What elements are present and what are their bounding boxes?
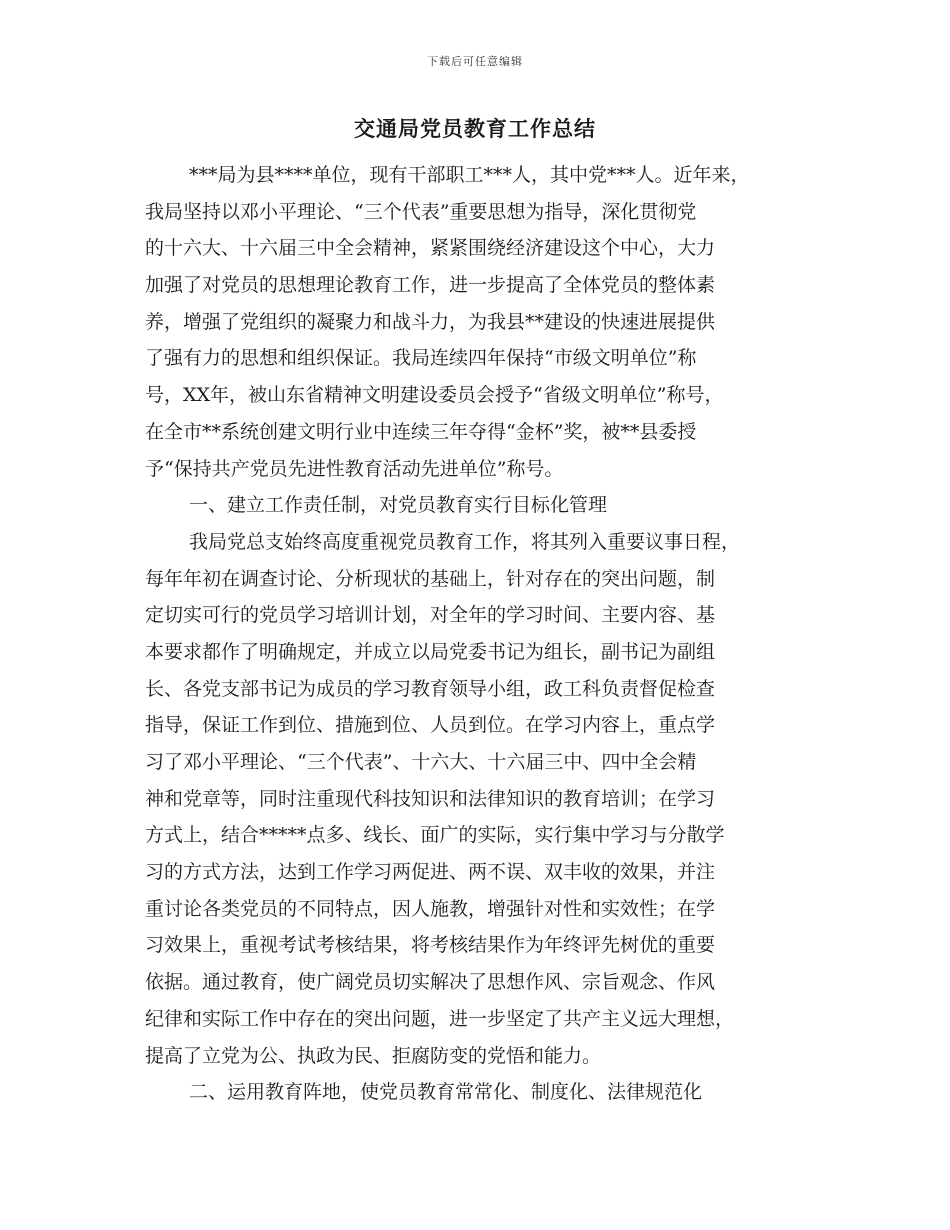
text-line: 我局坚持以邓小平理论、“三个代表”重要思想为指导，深化贯彻党: [145, 200, 697, 223]
text-line: 加强了对党员的思想理论教育工作，进一步提高了全体党员的整体素: [145, 274, 716, 297]
text-line: 的十六大、十六届三中全会精神，紧紧围绕经济建设这个中心，大力: [145, 237, 716, 260]
text-line: 本要求都作了明确规定，并成立以局党委书记为组长，副书记为副组: [145, 640, 716, 663]
text-line: 提高了立党为公、执政为民、拒腐防变的党悟和能力。: [145, 1044, 602, 1067]
text-line: 依据。通过教育，使广阔党员切实解决了思想作风、宗旨观念、作风: [145, 971, 716, 994]
text-line: 指导，保证工作到位、措施到位、人员到位。在学习内容上，重点学: [145, 714, 716, 737]
text-line: 养，增强了党组织的凝聚力和战斗力，为我县**建设的快速进展提供: [145, 310, 716, 333]
text-line: 了强有力的思想和组织保证。我局连续四年保持“市级文明单位”称: [145, 347, 697, 370]
text-line: ***局为县****单位，现有干部职工***人，其中党***人。近年来，: [189, 164, 750, 186]
text-line: 长、各党支部书记为成员的学习教育领导小组，政工科负责督促检查: [145, 677, 716, 700]
text-line: 习了邓小平理论、“三个代表”、十六大、十六届三中、四中全会精: [145, 751, 697, 773]
text-line: 一、建立工作责任制，对党员教育实行目标化管理: [189, 494, 608, 517]
text-line: 号，XX年，被山东省精神文明建设委员会授予“省级文明单位”称号，: [145, 384, 724, 407]
document-title: 交通局党员教育工作总结: [354, 117, 596, 141]
document-body: [145, 157, 825, 1111]
text-line: 每年年初在调查讨论、分析现状的基础上，针对存在的突出问题，制: [145, 567, 716, 590]
text-line: 二、运用教育阵地，使党员教育常常化、制度化、法律规范化: [189, 1081, 703, 1104]
text-line: 予“保持共产党员先进性教育活动先进单位”称号。: [145, 457, 564, 480]
text-line: 习的方式方法，达到工作学习两促进、两不误、双丰收的效果，并注: [145, 861, 716, 884]
text-line: 重讨论各类党员的不同特点，因人施教，增强针对性和实效性；在学: [145, 897, 716, 920]
header-note: 下载后可任意编辑: [427, 55, 523, 68]
text-line: 我局党总支始终高度重视党员教育工作，将其列入重要议事日程，: [189, 530, 741, 553]
text-line: 纪律和实际工作中存在的突出问题，进一步坚定了共产主义远大理想，: [145, 1007, 735, 1030]
text-line: 方式上，结合*****点多、线长、面广的实际，实行集中学习与分散学: [145, 824, 725, 847]
text-line: 习效果上，重视考试考核结果，将考核结果作为年终评先树优的重要: [145, 934, 716, 957]
text-line: 在全市**系统创建文明行业中连续三年夺得“金杯”奖，被**县委授: [145, 420, 697, 443]
text-line: 神和党章等，同时注重现代科技知识和法律知识的教育培训；在学习: [145, 787, 716, 810]
text-line: 定切实可行的党员学习培训计划，对全年的学习时间、主要内容、基: [145, 604, 716, 627]
